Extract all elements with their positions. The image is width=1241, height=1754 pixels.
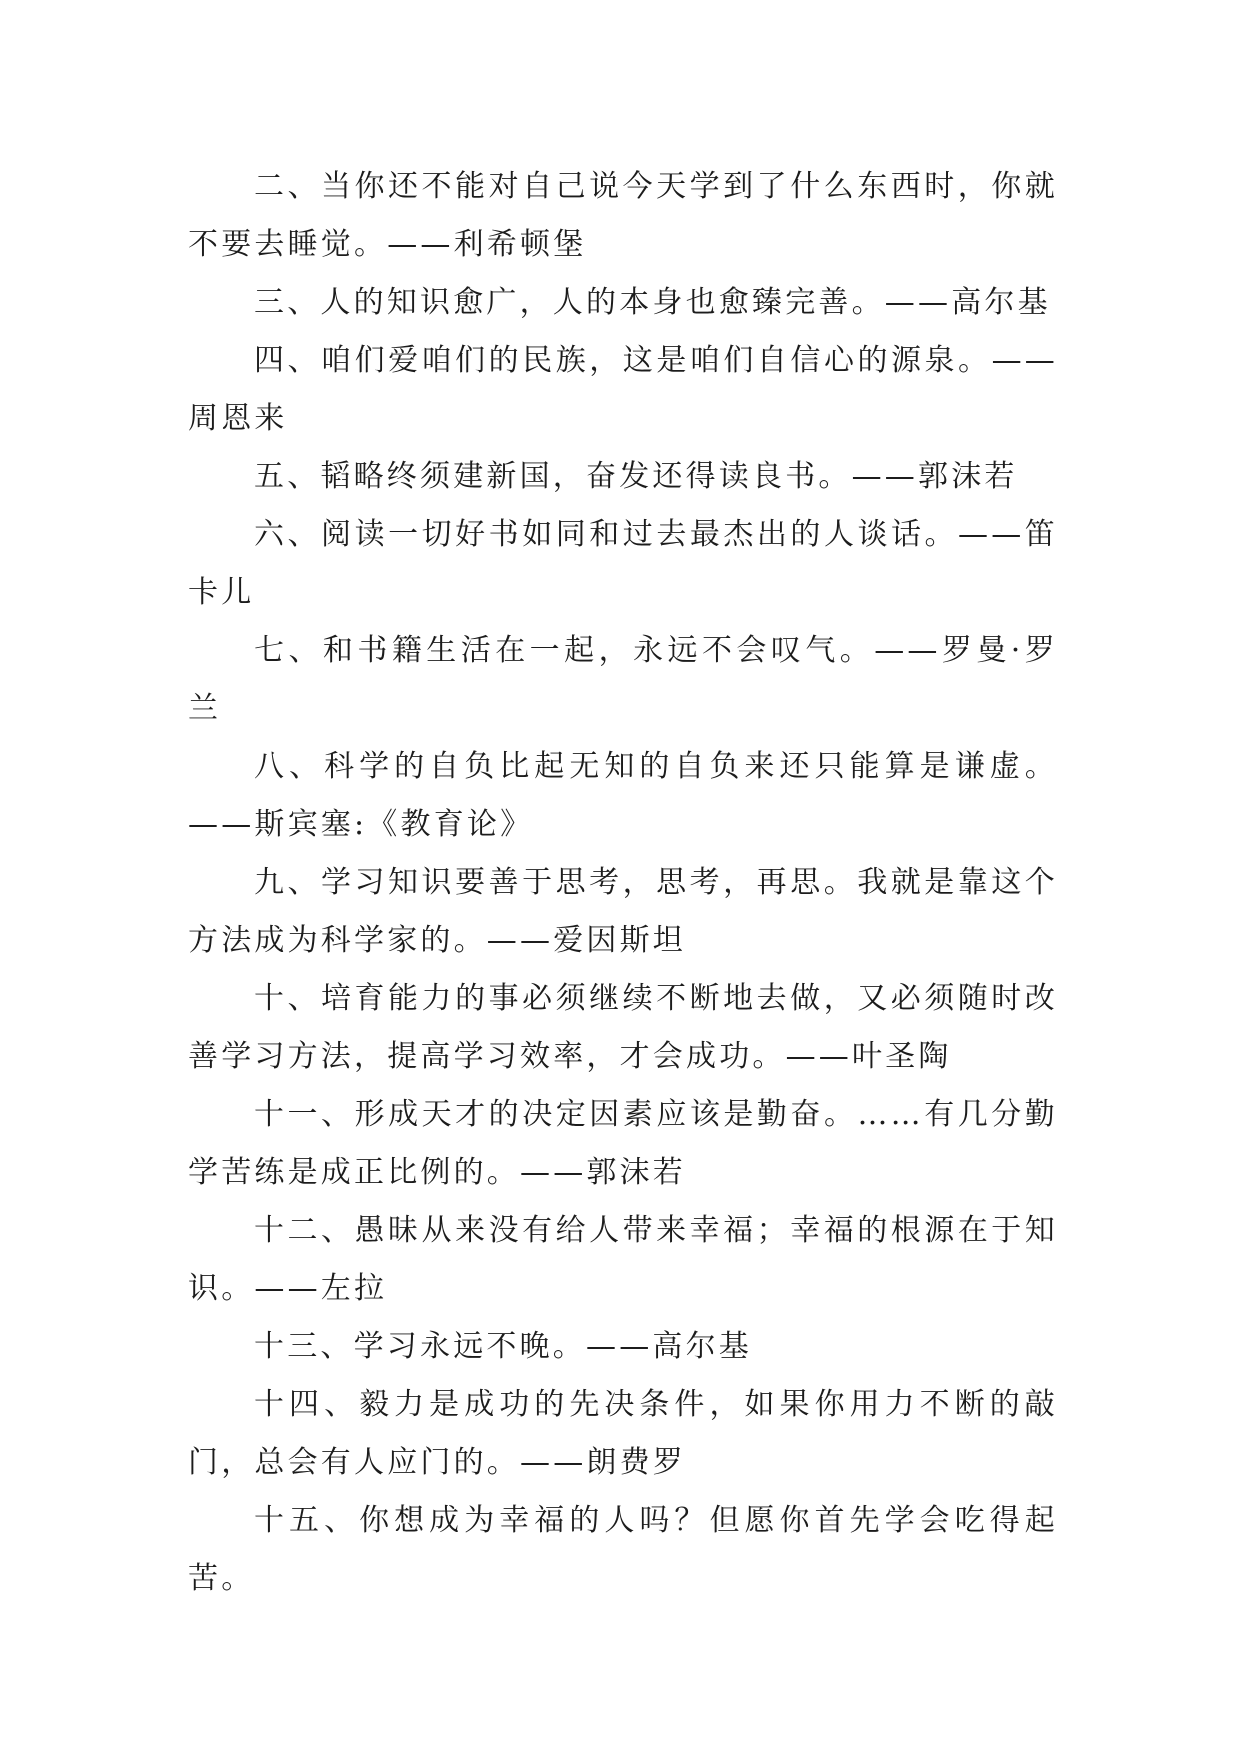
quote-paragraph: 十三、学习永远不晚。——高尔基	[254, 1329, 752, 1364]
quote-paragraph: 五、韬略终须建新国，奋发还得读良书。——郭沫若	[254, 459, 1018, 494]
quote-paragraph: 八、科学的自负比起无知的自负来还只能算是谦虚。——斯宾塞:《教育论》	[188, 749, 1058, 842]
quote-paragraph: 二、当你还不能对自己说今天学到了什么东西时，你就不要去睡觉。——利希顿堡	[188, 169, 1058, 262]
quote-paragraph: 六、阅读一切好书如同和过去最杰出的人谈话。——笛卡儿	[188, 517, 1058, 610]
quote-paragraph: 十二、愚昧从来没有给人带来幸福；幸福的根源在于知识。——左拉	[188, 1213, 1058, 1306]
document-body	[188, 158, 1058, 1608]
quote-paragraph: 九、学习知识要善于思考，思考，再思。我就是靠这个方法成为科学家的。——爱因斯坦	[188, 865, 1058, 958]
quote-paragraph: 三、人的知识愈广，人的本身也愈臻完善。——高尔基	[254, 285, 1051, 320]
quote-paragraph: 十一、形成天才的决定因素应该是勤奋。……有几分勤学苦练是成正比例的。——郭沫若	[188, 1097, 1058, 1190]
quote-paragraph: 十、培育能力的事必须继续不断地去做，又必须随时改善学习方法，提高学习效率，才会成功。——叶圣陶	[188, 981, 1058, 1074]
quote-paragraph: 十四、毅力是成功的先决条件，如果你用力不断的敲门，总会有人应门的。——朗费罗	[188, 1387, 1058, 1480]
quote-paragraph: 四、咱们爱咱们的民族，这是咱们自信心的源泉。——周恩来	[188, 343, 1058, 436]
quote-paragraph: 七、和书籍生活在一起，永远不会叹气。——罗曼·罗兰	[188, 633, 1058, 726]
quote-paragraph: 十五、你想成为幸福的人吗？但愿你首先学会吃得起苦。	[188, 1503, 1058, 1596]
